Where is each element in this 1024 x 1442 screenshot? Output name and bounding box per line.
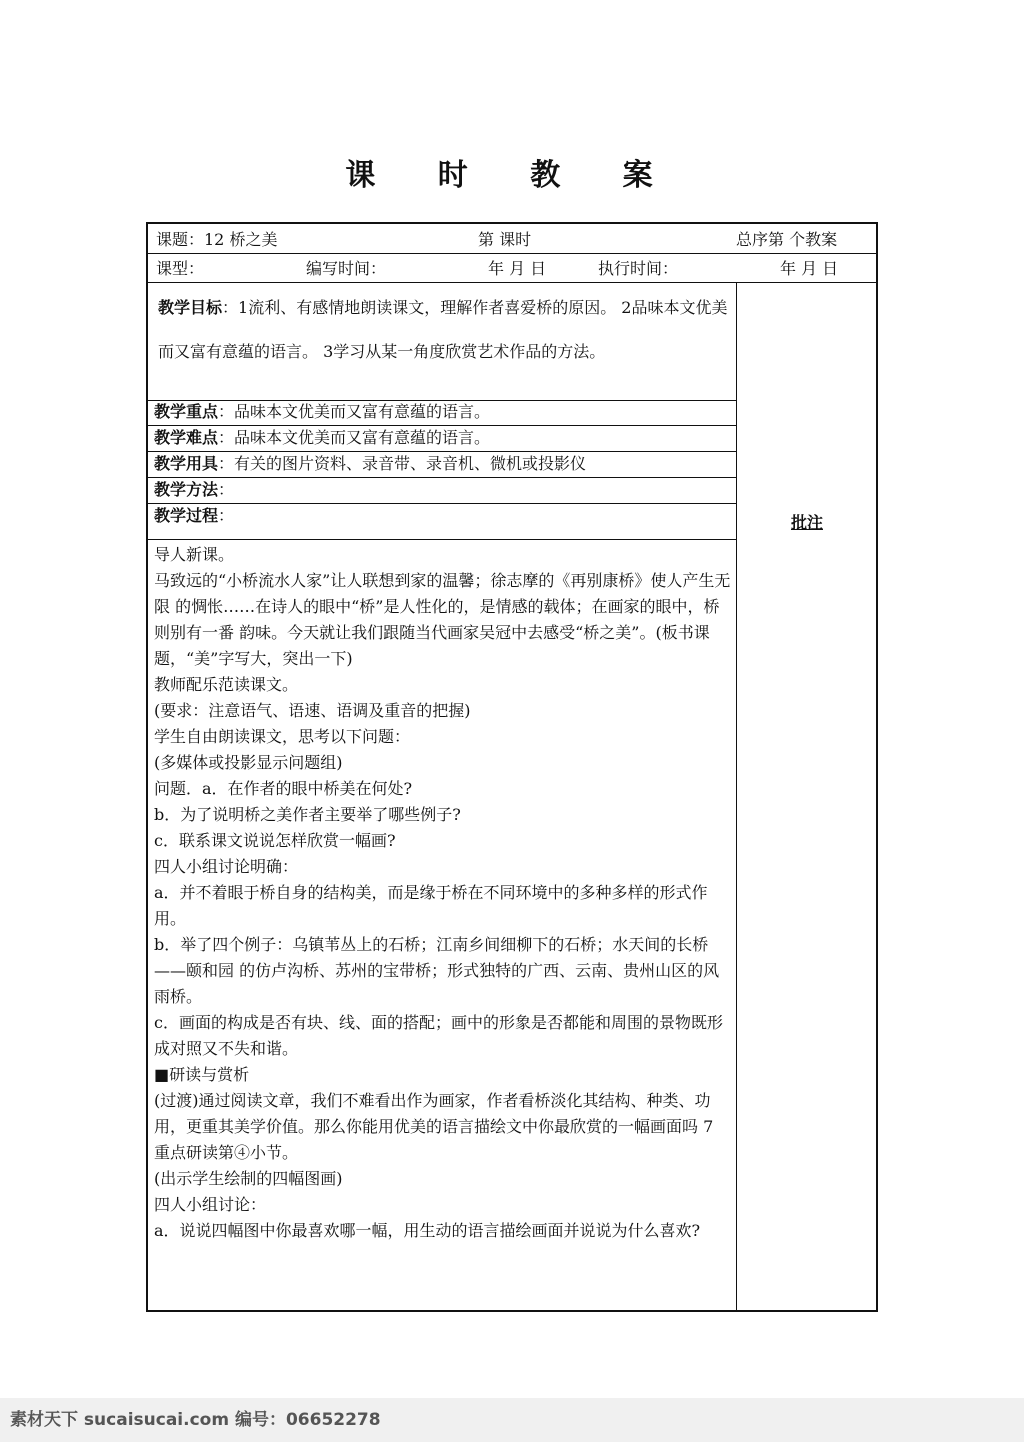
body-line: 问题．a．在作者的眼中桥美在何处?	[154, 779, 413, 798]
header-row-1	[148, 224, 876, 254]
body-line: (出示学生绘制的四幅图画)	[154, 1169, 343, 1188]
body-line: b．为了说明桥之美作者主要举了哪些例子?	[154, 805, 461, 824]
body-line: 四人小组讨论明确：	[154, 857, 299, 876]
field-method	[148, 478, 736, 504]
body-line: a．说说四幅图中你最喜欢哪一幅，用生动的语言描绘画面并说说为什么喜欢?	[154, 1221, 701, 1240]
body-line: (过渡)通过阅读文章，我们不难看出作为画家，作者看桥淡化其结构、种类、功用，更重其美学价值。那么你能用优美的语言描绘文中你最欣赏的一幅画面吗 7	[154, 1091, 714, 1136]
body-line: a．并不着眼于桥自身的结构美，而是缘于桥在不同环境中的多种多样的形式作用。	[154, 883, 708, 928]
field-text: ：	[218, 480, 235, 499]
body-line: 教师配乐范读课文。	[154, 675, 299, 694]
field-label: 教学用具	[154, 454, 219, 473]
lesson-cell: 第 课时	[478, 230, 532, 249]
body-line: (要求：注意语气、语速、语调及重音的把握)	[154, 701, 471, 720]
field-label: 教学难点	[154, 428, 219, 447]
exec-time-cell: 执行时间：	[598, 259, 679, 278]
body-line: c．联系课文说说怎样欣赏一幅画?	[154, 831, 396, 850]
topic-cell: 课题：12 桥之美	[156, 230, 278, 249]
field-label: 教学重点	[154, 402, 219, 421]
exec-date: 年 月 日	[780, 259, 839, 278]
goals-label: 教学目标	[158, 298, 223, 317]
type-cell: 课型：	[156, 259, 205, 278]
column-divider	[736, 282, 737, 1310]
body-line: 重点研读第④小节。	[154, 1143, 299, 1162]
field-text: ：	[218, 506, 235, 525]
page-title: 课 时 教 案	[345, 158, 679, 193]
body-line: b．举了四个例子：乌镇苇丛上的石桥；江南乡间细柳下的石桥；水天间的长桥——颐和园 的仿卢沟桥、苏州的宝带桥；形式独特的广西、云南、贵州山区的风雨桥。	[154, 935, 720, 1006]
field-tools	[148, 452, 736, 478]
body-line: 马致远的“小桥流水人家”让人联想到家的温馨；徐志摩的《再别康桥》使人产生无限 的惆怅……在诗人的眼中“桥”是人性化的，是情感的载体；在画家的眼中，桥则别有一番 韵味。今天就让我们跟随当代画家吴冠中去感受“桥之美”。(板书课题，“美”字写大，突出一下)	[154, 571, 731, 668]
written-time-cell: 编写时间：	[306, 259, 387, 278]
body-line: ■研读与赏析	[154, 1065, 250, 1084]
annotation-label: 批注	[790, 513, 823, 532]
lesson-process-body	[154, 542, 734, 1244]
body-line: 导人新课。	[154, 545, 235, 564]
field-difficulty	[148, 426, 736, 452]
body-line: (多媒体或投影显示问题组)	[154, 753, 343, 772]
lesson-plan-table	[146, 222, 878, 1312]
goals-text: ：1流利、有感情地朗读课文，理解作者喜爱桥的原因。 2品味本文优美而又富有意蕴的语言。 3学习从某一角度欣赏艺术作品的方法。	[158, 298, 728, 361]
field-process	[148, 504, 736, 540]
field-text: ：品味本文优美而又富有意蕴的语言。	[218, 402, 491, 421]
field-label: 教学过程	[154, 506, 219, 525]
body-line: c．画面的构成是否有块、线、面的搭配；画中的形象是否都能和周围的景物既形成对照又不失和谐。	[154, 1013, 723, 1058]
teaching-goals	[158, 286, 728, 374]
field-text: ：品味本文优美而又富有意蕴的语言。	[218, 428, 491, 447]
written-date: 年 月 日	[488, 259, 547, 278]
header-row-2	[148, 253, 876, 283]
body-line: 四人小组讨论：	[154, 1195, 267, 1214]
field-key-point	[148, 400, 736, 426]
field-label: 教学方法	[154, 480, 219, 499]
order-cell: 总序第 个教案	[736, 230, 838, 249]
field-text: ：有关的图片资料、录音带、录音机、微机或投影仪	[218, 454, 587, 473]
watermark-bar: 素材天下 sucaisucai.com 编号：06652278	[0, 1398, 1024, 1442]
body-line: 学生自由朗读课文，思考以下问题：	[154, 727, 411, 746]
